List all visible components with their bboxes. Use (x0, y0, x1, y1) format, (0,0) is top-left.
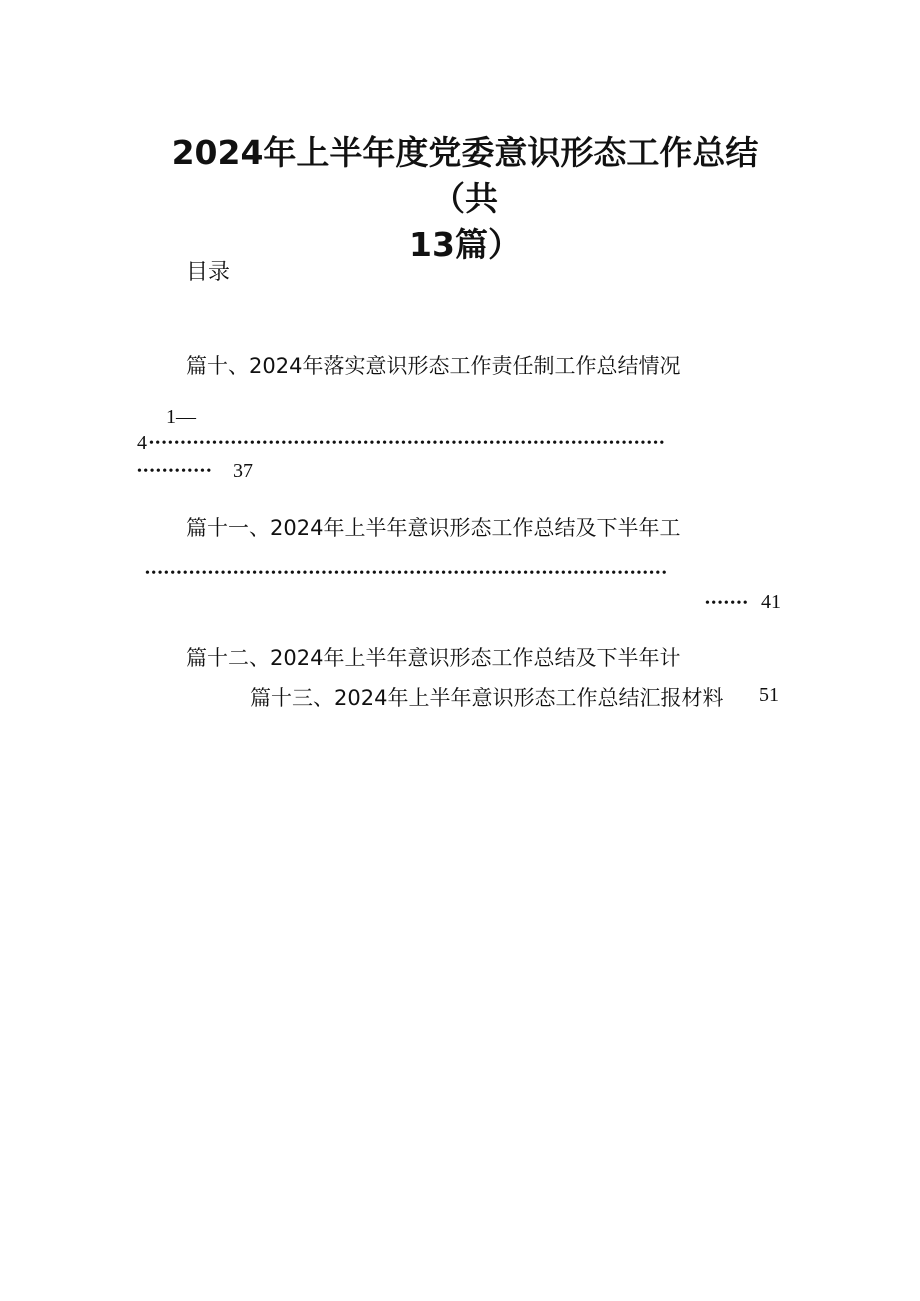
toc-entry-10-leader-dots-1: •••••••••••••••••••••••••••••••••••••••••••••••••••••••••••••••••••••••••••••••••• (149, 436, 666, 451)
document-title (145, 130, 785, 268)
toc-entry-10-title[interactable]: 篇十、2024年落实意识形态工作责任制工作总结情况 (186, 354, 681, 378)
toc-entry-11-title[interactable]: 篇十一、2024年上半年意识形态工作总结及下半年工 (186, 516, 681, 540)
toc-entry-11-leader-dots-2: ••••••• (705, 596, 750, 611)
document-title-line-1: 2024年上半年度党委意识形态工作总结（共 (171, 133, 759, 218)
toc-entry-10-range-end: 4 (137, 432, 147, 454)
document-title-line-2: 13篇） (409, 225, 521, 264)
toc-entry-10-page: 37 (233, 460, 253, 482)
toc-heading: 目录 (186, 260, 231, 285)
toc-entry-10-leader-dots-2: •••••••••••• (137, 464, 213, 479)
toc-entry-12-title[interactable]: 篇十二、2024年上半年意识形态工作总结及下半年计 (186, 646, 681, 670)
toc-entry-10-range-start: 1— (166, 406, 196, 428)
toc-entry-11-page: 41 (761, 591, 781, 613)
toc-entry-11-leader-dots-1: ••••••••••••••••••••••••••••••••••••••••••••••••••••••••••••••••••••••••••••••••••• (145, 566, 669, 581)
toc-entry-13-page: 51 (759, 684, 779, 706)
toc-entry-13-title[interactable]: 篇十三、2024年上半年意识形态工作总结汇报材料 (250, 686, 724, 710)
